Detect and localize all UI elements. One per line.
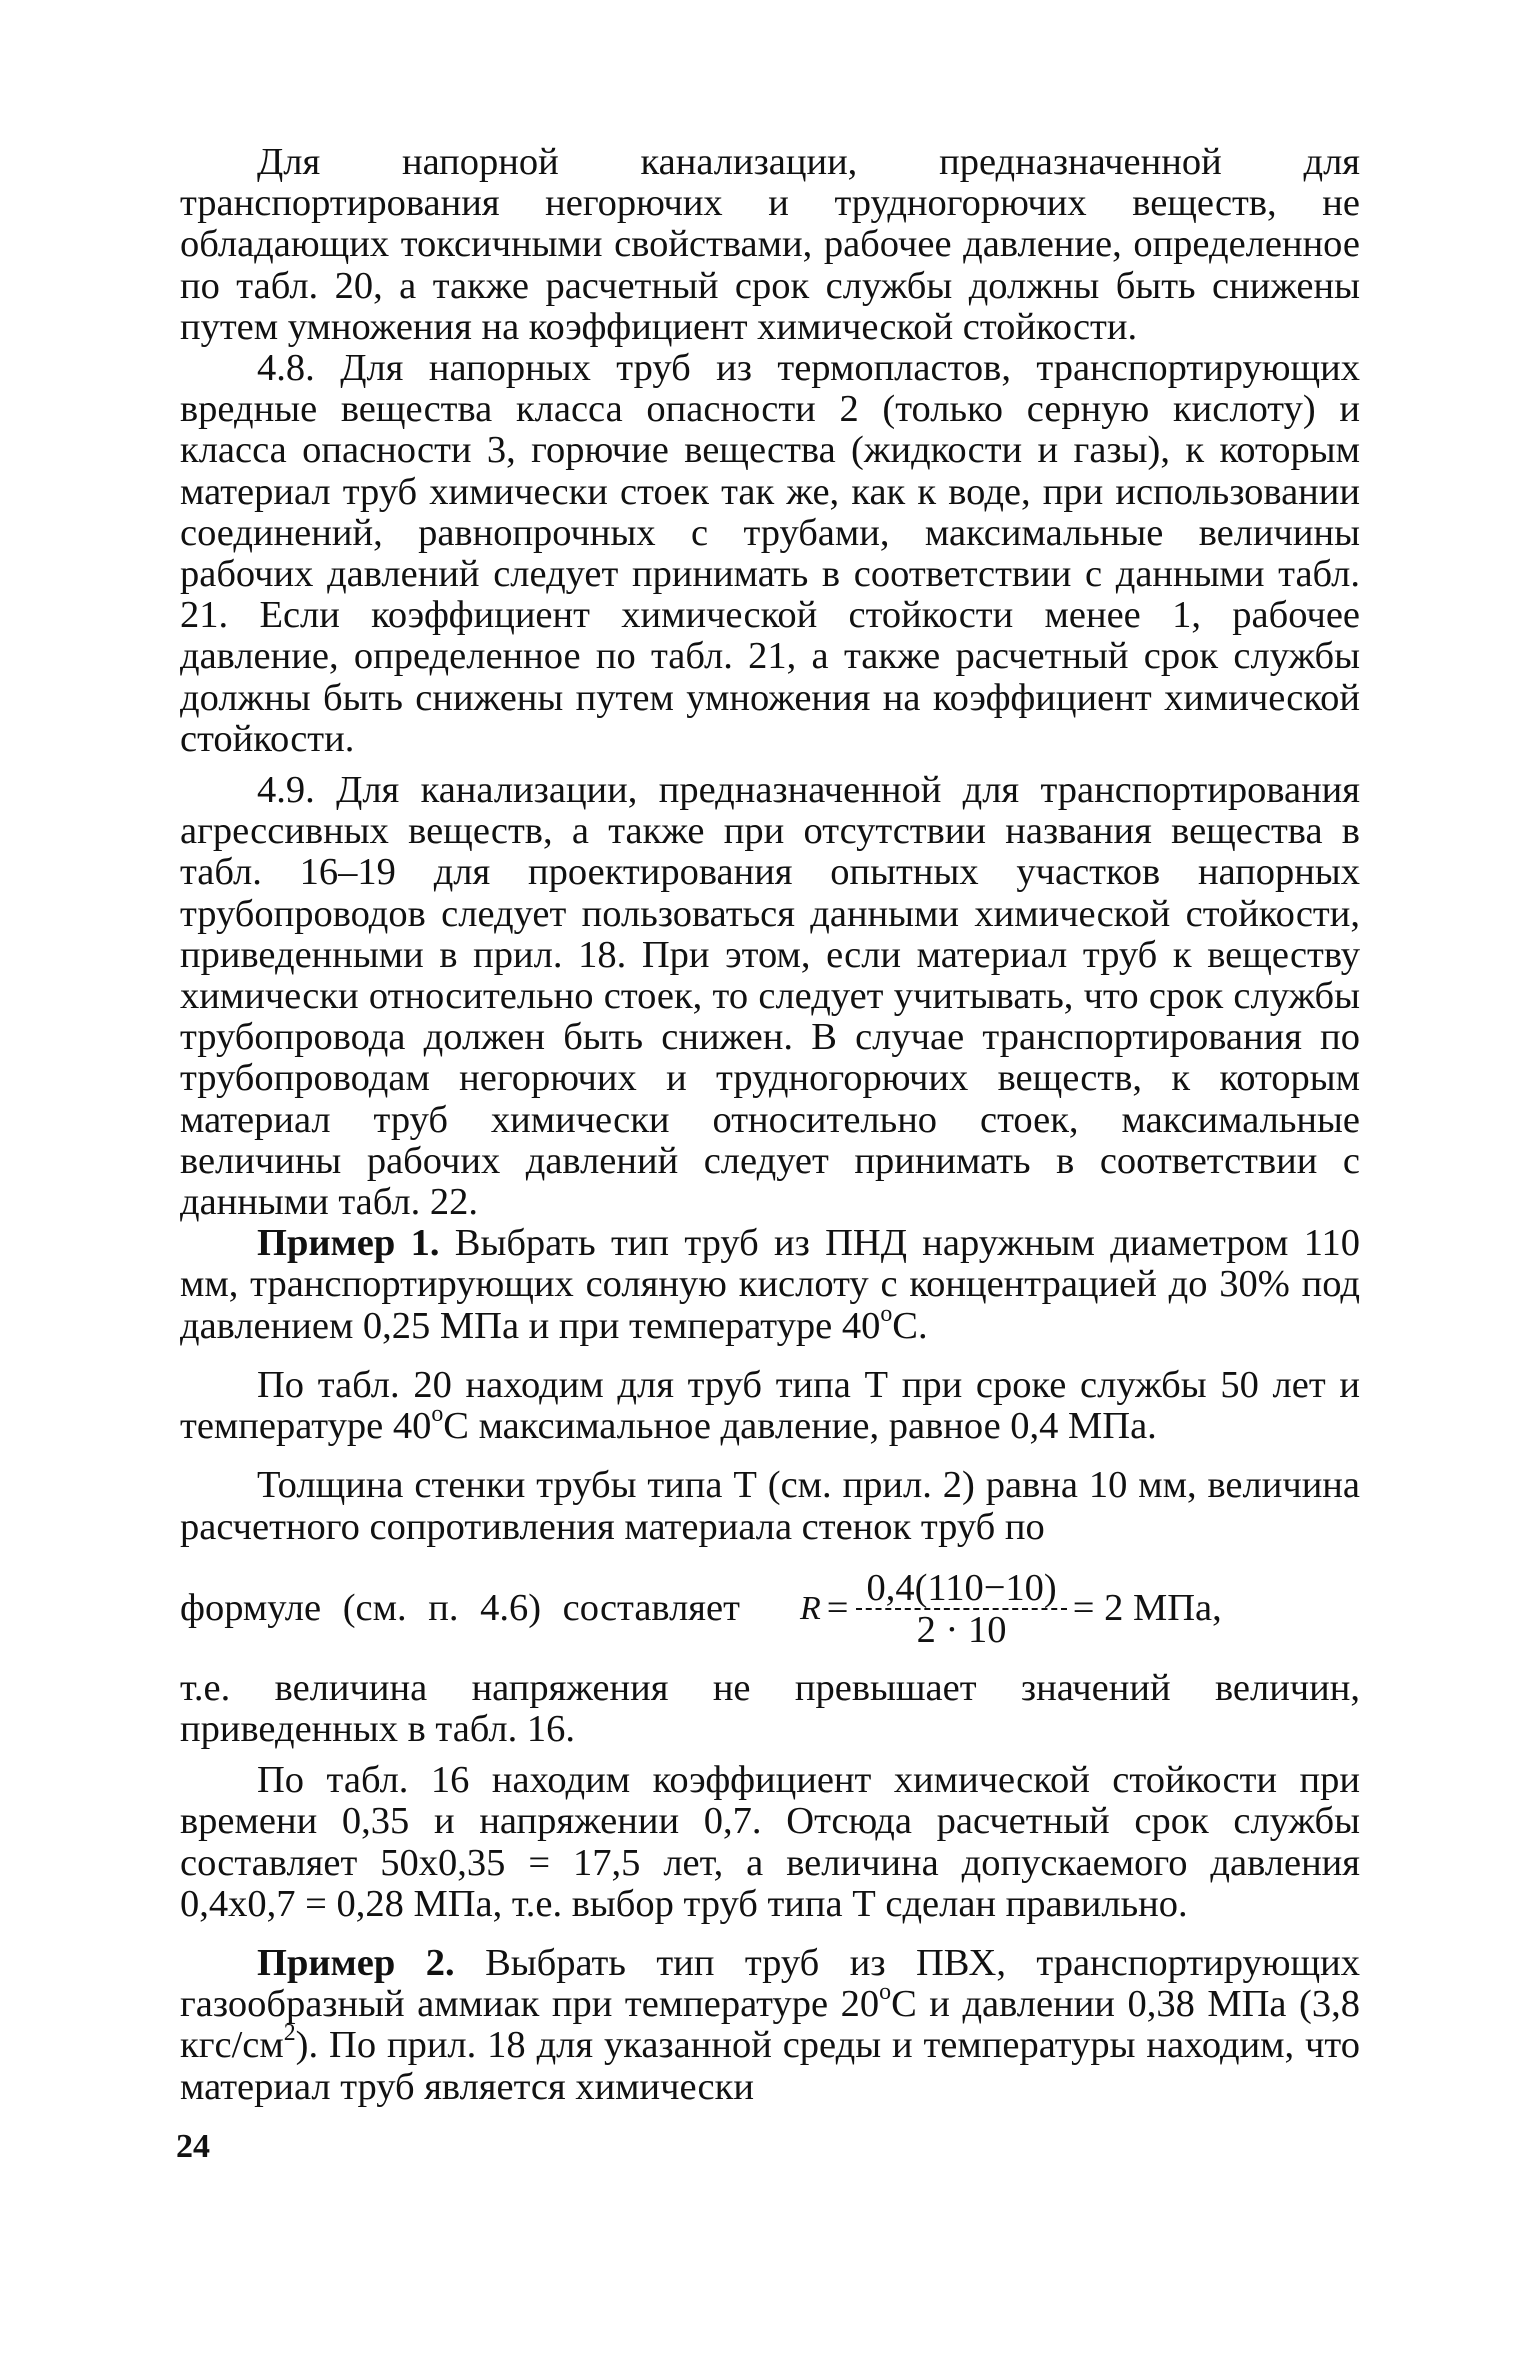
resistance-formula: [800, 1568, 1222, 1650]
paragraph-pressure-sewer: Для напорной канализации, предназначенной для транспортирования негорючих и трудногорючих веществ, не обладающих токсичными свойствами, рабочее давление, определенное по табл. 20, а также расчетный срок службы должны быть снижены путем умножения на коэффициент химической стойкости.: [180, 141, 1360, 348]
example-1-label: Пример 1.: [257, 1222, 440, 1265]
paragraph-table-20-lookup: [180, 1365, 1360, 1447]
formula-result: = 2 МПа,: [1072, 1587, 1222, 1630]
formula-variable: R: [799, 1590, 821, 1628]
page-body: [180, 142, 1360, 2108]
degree-sign: о: [880, 1300, 893, 1327]
formula-line: [180, 1550, 1360, 1668]
example-1-text: Выбрать тип труб из ПНД наружным диаметром 110 мм, транспортирующих соляную кислоту с концентрацией до 30% под давлением 0,25 МПа и при температуре 40: [180, 1222, 1361, 1347]
paragraph-4-9: 4.9. Для канализации, предназначенной для транспортирования агрессивных веществ, а также при отсутствии названия вещества в табл. 16–19 для проектирования опытных участков напорных трубопроводов следует пользоваться данными химической стойкости, приведенными в прил. 18. При этом, если материал труб к веществу химически относительно стоек, то следует учитывать, что срок службы трубопровода должен быть снижен. В случае транспортирования по трубопроводам негорючих и трудногорючих веществ, к которым материал труб химически относительно стоек, максимальные величины рабочих давлений следует принимать в соответствии с данными табл. 22.: [180, 769, 1360, 1224]
paragraph-example-2: [180, 1943, 1360, 2108]
formula-equals: =: [826, 1587, 849, 1630]
page-number: 24: [176, 2128, 210, 2165]
example-2-text-end: ). По прил. 18 для указанной среды и температуры находим, что материал труб является химически: [180, 2024, 1360, 2108]
example-2-text-mid: С и давлении 0,38 МПа (3,8 кгс/см: [180, 1983, 1360, 2067]
degree-sign: о: [431, 1400, 444, 1427]
superscript-two: 2: [283, 2020, 296, 2047]
degree-sign: о: [879, 1978, 892, 2005]
formula-fraction: [856, 1568, 1066, 1650]
example-2-text: Выбрать тип труб из ПВХ, транспортирующих газообразный аммиак при температуре 20: [180, 1941, 1361, 2026]
table-20-text-end: С максимальное давление, равное 0,4 МПа.: [443, 1405, 1157, 1448]
paragraph-wall-thickness: Толщина стенки трубы типа Т (см. прил. 2) равна 10 мм, величина расчетного сопротивления материала стенок труб по: [180, 1464, 1360, 1548]
example-2-label: Пример 2.: [257, 1941, 455, 1984]
formula-numerator: 0,4(110−10): [866, 1566, 1057, 1609]
example-1-text-end: С.: [892, 1304, 928, 1347]
formula-lead-text: формуле (см. п. 4.6) составляет: [180, 1587, 740, 1630]
table-20-text: По табл. 20 находим для труб типа Т при сроке службы 50 лет и температуре 40: [180, 1363, 1360, 1448]
paragraph-stress-check: т.е. величина напряжения не превышает значений величин, приведенных в табл. 16.: [180, 1666, 1360, 1750]
paragraph-example-1: [180, 1223, 1360, 1347]
paragraph-table-16-lookup: По табл. 16 находим коэффициент химической стойкости при времени 0,35 и напряжении 0,7. Отсюда расчетный срок службы составляет 50х0,35 = 17,5 лет, а величина допускаемого давления 0,4х0,7 = 0,28 МПа, т.е. выбор труб типа Т сделан правильно.: [180, 1759, 1360, 1925]
formula-denominator: 2 · 10: [916, 1608, 1007, 1651]
paragraph-4-8: 4.8. Для напорных труб из термопластов, транспортирующих вредные вещества класса опасности 2 (только серную кислоту) и класса опасности 3, горючие вещества (жидкости и газы), к которым материал труб химически стоек так же, как к воде, при использовании соединений, равнопрочных с трубами, максимальные величины рабочих давлений следует принимать в соответствии с данными табл. 21. Если коэффициент химической стойкости менее 1, рабочее давление, определенное по табл. 21, а также расчетный срок службы должны быть снижены путем умножения на коэффициент химической стойкости.: [180, 347, 1360, 760]
